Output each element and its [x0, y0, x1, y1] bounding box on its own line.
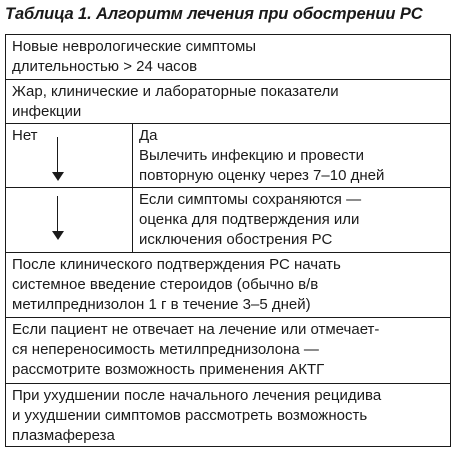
table-title: Таблица 1. Алгоритм лечения при обострении РС — [5, 5, 423, 23]
row-text: При ухудшении после начального лечения рецидива и ухудшении симптомов рассмотреть возможность плазмафереза — [12, 387, 382, 444]
cell-arrow — [6, 188, 133, 252]
table-row-steroids — [6, 253, 450, 318]
arrow-shaft — [57, 196, 58, 234]
table-row-plasmapheresis — [6, 384, 450, 447]
treatment-algorithm-table — [5, 34, 451, 447]
cell-no — [6, 124, 133, 187]
arrow-shaft — [57, 137, 58, 175]
table-row-actg — [6, 318, 450, 384]
persist-text: Если симптомы сохраняются — оценка для подтверждения или исключения обострения РС — [139, 191, 362, 248]
arrow-head — [52, 172, 64, 181]
row-text: Новые неврологические симптомы длительностью > 24 часов — [12, 38, 257, 75]
row-text: После клинического подтверждения РС начать системное введение стероидов (обычно в/в метилпреднизолон 1 г в течение 3–5 дней) — [12, 256, 341, 313]
arrow-head — [52, 231, 64, 240]
yes-text: Да Вылечить инфекцию и провести повторную оценку через 7–10 дней — [139, 127, 385, 184]
down-arrow-icon — [52, 196, 64, 240]
table-row-new-symptoms — [6, 35, 450, 80]
cell-persist — [133, 188, 450, 252]
row-text: Если пациент не отвечает на лечение или отмечает- ся непереносимость метилпреднизолона — рассмотрите возможность применения АКТГ — [12, 321, 380, 378]
table-row-infection — [6, 80, 450, 124]
cell-yes — [133, 124, 450, 187]
row-text: Жар, клинические и лабораторные показатели инфекции — [12, 83, 339, 120]
table-row-symptoms-persist — [6, 188, 450, 253]
down-arrow-icon — [52, 137, 64, 181]
no-label: Нет — [12, 127, 38, 144]
table-row-branch-yes-no — [6, 124, 450, 188]
